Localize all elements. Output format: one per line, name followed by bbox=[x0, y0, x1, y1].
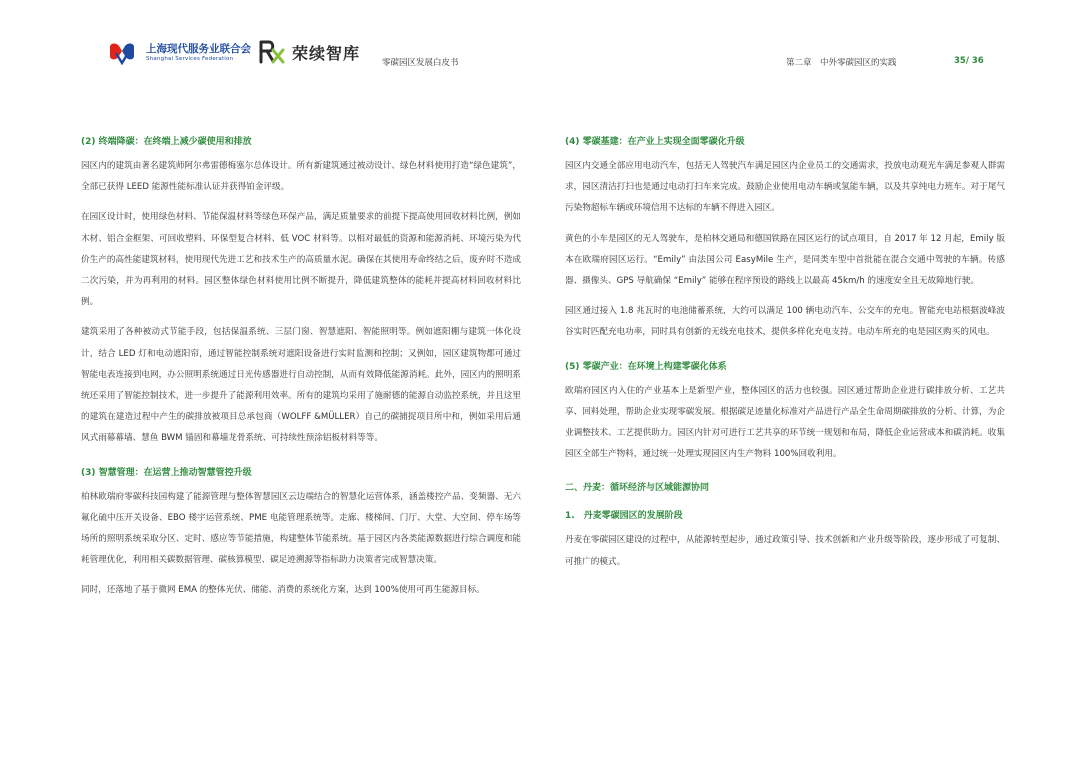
right-column bbox=[565, 128, 1005, 582]
rongxu-logo bbox=[258, 38, 360, 66]
paragraph: 建筑采用了各种被动式节能手段，包括保温系统、三层门窗、智慧遮阳、智能照明等。例如遮阳棚与建筑一体化设计，结合 LED 灯和电动遮阳帘，通过智能控制系统对遮阳设备进行实时监测和控制；又例如，园区建筑物都可通过智能电表连接到电网，办公照明系统通过日光传感器进行自动控制，从而有效降低能源消耗。此外，园区内的照明系统还采用了智能控制技术，进一步提升了能源利用效率。所有的建筑均采用了施耐德的能源自动监控系统，并且这里的建筑在建造过程中产生的碳排放被项目总承包商（WOLFF &MÜLLER）自己的碳捕捉项目所中和，例如采用后通风式雨幕幕墙、慧鱼 BWM 锚固和幕墙龙骨系统、可持续性预涂铝板材料等等。 bbox=[81, 327, 521, 444]
page-header bbox=[0, 0, 1080, 90]
section-heading-terminal-carbon: (2) 终端降碳：在终端上减少碳使用和排放 bbox=[81, 137, 252, 147]
section-heading-zero-carbon-infra: (4) 零碳基建：在产业上实现全面零碳化升级 bbox=[565, 137, 745, 147]
ssf-name-en: Shanghai Services Federation bbox=[146, 56, 234, 62]
section-heading-denmark: 二、丹麦：循环经济与区域能源协同 bbox=[565, 483, 710, 494]
paragraph: 柏林欧瑞府零碳科技园构建了能源管理与整体智慧园区云边端结合的智慧化运营体系，涵盖楼控产品、变频器、无六氟化硫中压开关设备、EBO 楼宇运营系统、PME 电能管理系统等。走廊、楼梯间、门厅、大堂、大空间、停车场等场所的照明系统采取分区、定时、感应等节能措施，构建整体节能系统。基于园区内各类能源数据进行综合调度和能耗管理优化，利用相关碳数据管理、碳核算模型、碳足迹溯源等指标助力决策者完成智慧决策。 bbox=[81, 491, 521, 566]
paragraph: 园区内的建筑由著名建筑师阿尔弗雷德梅塞尔总体设计。所有新建筑通过被动设计、绿色材料使用打造“绿色建筑”，全部已获得 LEED 能源性能标准认证并获得铂金评级。 bbox=[81, 161, 521, 193]
chapter-title: 第二章 中外零碳园区的实践 bbox=[786, 58, 897, 68]
paragraph: 丹麦在零碳园区建设的过程中，从能源转型起步，通过政策引导、技术创新和产业升级等阶段，逐步形成了可复制、可推广的模式。 bbox=[565, 535, 1005, 567]
ssf-logo-icon bbox=[106, 41, 138, 65]
section-heading-zero-carbon-industry: (5) 零碳产业：在环境上构建零碳化体系 bbox=[565, 361, 727, 372]
ssf-name-cn: 上海现代服务业联合会 bbox=[146, 43, 251, 55]
paragraph: 欧瑞府园区内入住的产业基本上是新型产业，整体园区的活力也较强。园区通过帮助企业进行碳排放分析、工艺共享、回料处理，帮助企业实现零碳发展。根据碳足迹量化标准对产品进行产品全生命周期碳排放的分析、计算，为企业调整技术、工艺提供助力。园区内针对可进行工艺共享的环节统一规划和布局，降低企业运营成本和碳消耗。收集园区全部生产物料，通过统一处理实现园区内生产物料 100%回收利用。 bbox=[565, 385, 1005, 460]
rongxu-logo-icon bbox=[258, 39, 286, 65]
paragraph: 同时，还落地了基于微网 EMA 的整体光伏、储能、消费的系统化方案，达到 100%使用可再生能源目标。 bbox=[81, 585, 485, 596]
paragraph: 在园区设计时，使用绿色材料、节能保温材料等绿色环保产品，满足质量要求的前提下提高使用回收材料比例，例如木材、铝合金框架、可回收塑料、环保型复合材料、低 VOC 材料等。以相对最低的资源和能源消耗、环境污染为代价生产的高性能建筑材料，使用现代先进工艺和技术生产的高质量水泥。确保在其使用寿命终结之后，废弃时不造成二次污染，并为再利用的材料。园区整体绿色材料使用比例不断提升，降低建筑整体的能耗并提高材料回收材料比例。 bbox=[81, 212, 521, 308]
rongxu-name: 荣续智库 bbox=[292, 43, 361, 63]
section-heading-smart-management: (3) 智慧管理：在运营上推动智慧管控升级 bbox=[81, 467, 252, 478]
page-number: 35/ 36 bbox=[954, 56, 984, 66]
paragraph: 黄色的小车是园区的无人驾驶车，是柏林交通局和德国铁路在园区运行的试点项目，自 2017 年 12 月起，Emily 版本在欧瑞府园区运行。“Emily” 由法国公司 EasyMile 生产，是同类车型中首批能在混合交通中驾驶的车辆。传感器、摄像头、GPS 导航确保 “Emily” 能够在程序预设的路线上以最高 45km/h 的速度安全且无故障地行驶。 bbox=[565, 233, 1005, 287]
paragraph: 园区内交通全部应用电动汽车，包括无人驾驶汽车满足园区内企业员工的交通需求，投放电动观光车满足参观人群需求，园区清洁打扫也是通过电动打扫车来完成。鼓励企业使用电动车辆或氢能车辆，以及共享纯电力班车。对于尾气污染物超标车辆或环境信用不达标的车辆不得进入园区。 bbox=[565, 161, 1005, 214]
left-column bbox=[81, 128, 521, 611]
document-title: 零碳园区发展白皮书 bbox=[382, 58, 459, 68]
subsection-heading-denmark-stages: 1. 丹麦零碳园区的发展阶段 bbox=[565, 511, 683, 522]
ssf-logo bbox=[106, 40, 251, 66]
paragraph: 园区通过接入 1.8 兆瓦时的电池储蓄系统，大约可以满足 100 辆电动汽车、公交车的充电。智能充电站根据波峰波谷实时匹配充电功率，同时具有创新的无线充电技术，提供多样化充电支持。电动车所充的电是园区购买的风电。 bbox=[565, 306, 1005, 338]
